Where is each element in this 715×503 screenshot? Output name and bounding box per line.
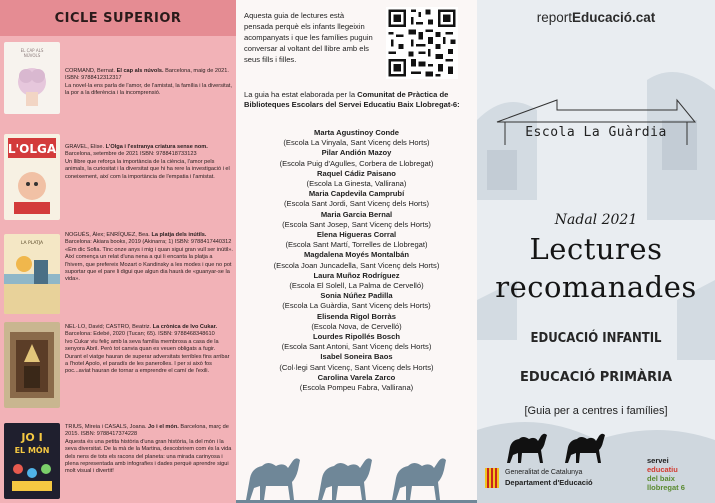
contributor-name: Magdalena Moyés Montalbán bbox=[303, 250, 410, 260]
contributor-school: (Escola Sant Jordi, Sant Vicenç dels Horts) bbox=[283, 199, 430, 209]
credit-text: La guia ha estat elaborada per la Comunitat de Pràctica de Biblioteques Escolars del Servei Educatiu Baix Llobregat-6: bbox=[244, 90, 460, 110]
book-description: NOGUÉS, Àlex; ENRÍQUEZ, Bea. La platja dels inútils. Barcelona: Akiara books, 2019 (Akinarra; 1) ISBN: 9788417440312 «Em dic Sofia. Tinc onze anys i mig i quan sigui gran vull ser inútil». Així comença un relat d'una nena a qui li encanta la platja a l'hivern, que prefereix Mozart o Kandinsky a les modes i que no pot suportar que el pare li digui que algun dia haurà de «guanyar-se la vida». bbox=[65, 232, 233, 283]
contributor-school: (Escola El Solell, La Palma de Cervelló) bbox=[289, 281, 424, 291]
main-title bbox=[477, 230, 715, 306]
svg-text:LA PLATJA: LA PLATJA bbox=[20, 241, 44, 246]
contributors-list bbox=[236, 128, 477, 393]
servei-educatiu-logo: servei educatiu del baix llobregat 6 bbox=[647, 456, 685, 492]
book-description: GRAVEL, Elise. L'Olga i l'estranya criatura sense nom. Barcelona, setembre de 2021 ISBN: 9788418733123 Un llibre que reforça la importància de la ciència, l'amor pels animals, la curiositat i la diversitat que hi ha rere la investigació i el coneixement, així com la importància de l'empatia i l'amistat. bbox=[65, 144, 230, 180]
qr-code[interactable] bbox=[386, 7, 458, 79]
section-title: CICLE SUPERIOR bbox=[0, 0, 236, 36]
svg-text:NÚVOLS: NÚVOLS bbox=[23, 53, 41, 58]
intro-text: Aquesta guia de lectures està pensada perquè els infants llegeixin acompanyats i que les famílies puguin conversar al voltant del llibre amb els seus fills i filles. bbox=[244, 11, 373, 64]
guide-subtitle: [Guia per a centres i famílies] bbox=[524, 405, 668, 417]
level-primaria: EDUCACIÓ PRIMÀRIA bbox=[519, 370, 673, 385]
book-item bbox=[0, 40, 236, 118]
contributor-school: (Escola Sant Josep, Sant Vicenç dels Horts) bbox=[282, 219, 431, 229]
cover-panel bbox=[477, 0, 715, 503]
camels-silhouette-image bbox=[236, 430, 477, 503]
contributor-name: Laura Muñoz Rodríguez bbox=[313, 270, 400, 280]
middle-panel bbox=[236, 0, 477, 503]
book-cover-image bbox=[4, 234, 60, 314]
contributor-school: (Escola La Vinyala, Sant Vicenç dels Horts) bbox=[283, 138, 430, 148]
book-cover-image bbox=[4, 423, 60, 499]
book-cover-image bbox=[4, 134, 60, 220]
svg-text:L'OLGA: L'OLGA bbox=[7, 142, 57, 156]
book-cover-image bbox=[4, 42, 60, 114]
contributor-name: Pilar Andión Mazoy bbox=[321, 148, 392, 158]
contributor-school: (Escola Sant Antoni, Sant Vicenç dels Horts) bbox=[281, 342, 432, 352]
book-item bbox=[0, 132, 236, 222]
contributor-name: Carolina Varela Zarco bbox=[317, 372, 396, 382]
contributor-school: (Escola La Ginesta, Vallirana) bbox=[306, 179, 407, 189]
contributor-school: (Escola Nova, de Cervelló) bbox=[311, 321, 402, 331]
brand-logo[interactable]: reportEducació.cat bbox=[536, 10, 656, 25]
contributor-name: Maria Capdevila Camprubí bbox=[308, 189, 405, 199]
main-title-line-1: Lectures bbox=[529, 232, 663, 266]
contributor-name: Raquel Cádiz Paisano bbox=[317, 168, 396, 178]
generalitat-logo: Generalitat de Catalunya Departament d'Educació bbox=[485, 465, 635, 495]
left-panel bbox=[0, 0, 236, 503]
book-item bbox=[0, 232, 236, 318]
contributor-school: (Escola Joan Juncadella, Sant Vicenç dels Horts) bbox=[273, 260, 440, 270]
contributor-name: Lourdes Ripollés Bosch bbox=[313, 332, 400, 342]
book-description: NEL·LO, David; CASTRO, Beatriz. La crònica de Ivo Cukar. Barcelona: Edebé, 2020 (Tucan; 65). ISBN: 9788468348610 Ivo Cukar viu feliç amb la seva família membrosa a casa de la senyora Abril. Però tot canvia quan es veuen obligats a fugir. Durant el viatge hauran de superar adversitats terribles fins arribar a l'hotel Apolo, el paradís de les panerolles. I per si això fos poc...aviat hauran de tornar a emprendre el camí de l'exili. bbox=[65, 324, 230, 375]
book-description: CORMAND, Bernat. El cap als núvols. Barcelona, maig de 2021. ISBN: 9788412312317 La novel·la ens parla de l'amor, de l'amistat, la família i la diversitat, la por a la diferència i la incomprensió. bbox=[65, 68, 232, 97]
contributor-name: Isabel Soneira Baos bbox=[320, 352, 393, 362]
contributor-name: Elena Higueras Corral bbox=[316, 230, 397, 240]
svg-text:EL CAP ALS: EL CAP ALS bbox=[20, 48, 44, 53]
main-title-line-2: recomanades bbox=[495, 270, 697, 304]
book-item bbox=[0, 320, 236, 412]
school-name: Escola La Guàrdia bbox=[525, 125, 667, 140]
book-description: TRIUS, Mireia i CASALS, Joana. Jo i el món. Barcelona, març de 2015. ISBN: 9788417374228 Aquesta és una petita història d'una gran història, la del món i la seva diversitat. De la mà de la Martina, descobrirem com és la vida dels nens de tots els racons del planeta: una mirada carinyosa i plena representada amb infografies i dades perquè aprendre sigui molt visual i divertit! bbox=[65, 424, 232, 475]
svg-text:EL MÓN: EL MÓN bbox=[14, 446, 50, 455]
contributor-name: Sonia Núñez Padilla bbox=[320, 291, 393, 301]
level-infantil: EDUCACIÓ INFANTIL bbox=[530, 331, 662, 346]
svg-text:JO I: JO I bbox=[21, 431, 43, 444]
book-item bbox=[0, 421, 236, 503]
contributor-school: (Escola Puig d'Agulles, Corbera de Llobregat) bbox=[279, 158, 434, 168]
contributor-school: (Escola Pompeu Fabra, Vallirana) bbox=[299, 383, 414, 393]
edition-label: Nadal 2021 bbox=[554, 212, 638, 228]
contributor-name: Maria Garcia Bernal bbox=[320, 209, 393, 219]
contributor-school: (Escola Sant Martí, Torrelles de Llobregat) bbox=[285, 240, 428, 250]
contributor-name: Marta Agustinoy Conde bbox=[314, 128, 399, 137]
generalitat-shield-icon bbox=[485, 468, 499, 488]
contributor-school: (Escola La Guàrdia, Sant Vicenç dels Horts) bbox=[282, 301, 431, 311]
book-cover-image bbox=[4, 322, 60, 408]
contributor-school: (Col·legi Sant Vicenç, Sant Vicenç dels Horts) bbox=[279, 362, 434, 372]
contributor-name: Elisenda Rigol Borràs bbox=[317, 311, 396, 321]
